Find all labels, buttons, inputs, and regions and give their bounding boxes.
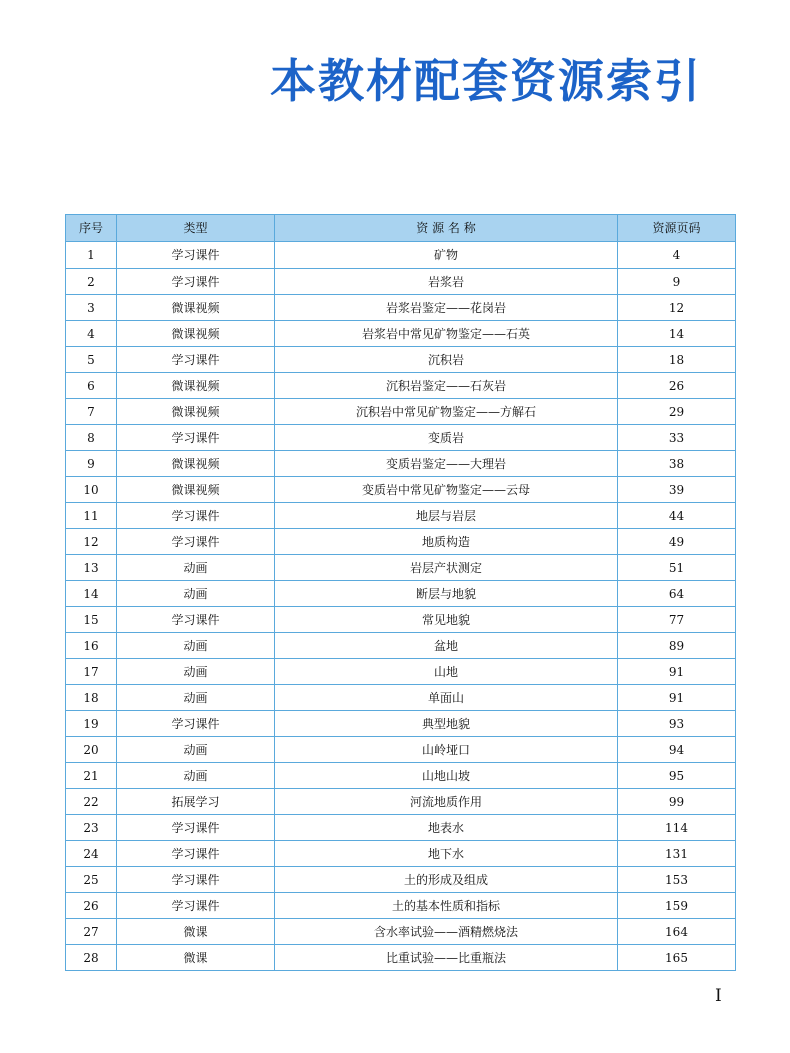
table-row xyxy=(66,789,736,815)
cell-no: 1 xyxy=(66,242,117,269)
table-row xyxy=(66,581,736,607)
cell-type: 微课视频 xyxy=(117,477,275,503)
cell-name: 变质岩中常见矿物鉴定——云母 xyxy=(275,477,618,503)
table-row xyxy=(66,347,736,373)
table-row xyxy=(66,893,736,919)
cell-no: 5 xyxy=(66,347,117,373)
cell-page: 91 xyxy=(618,685,736,711)
cell-page: 153 xyxy=(618,867,736,893)
cell-type: 微课视频 xyxy=(117,295,275,321)
page-number: I xyxy=(715,986,722,1006)
table-row xyxy=(66,242,736,269)
cell-page: 51 xyxy=(618,555,736,581)
cell-page: 39 xyxy=(618,477,736,503)
table-row xyxy=(66,867,736,893)
cell-page: 18 xyxy=(618,347,736,373)
cell-type: 学习课件 xyxy=(117,347,275,373)
cell-no: 23 xyxy=(66,815,117,841)
cell-page: 44 xyxy=(618,503,736,529)
cell-page: 159 xyxy=(618,893,736,919)
cell-name: 地表水 xyxy=(275,815,618,841)
cell-name: 比重试验——比重瓶法 xyxy=(275,945,618,971)
cell-page: 131 xyxy=(618,841,736,867)
cell-name: 河流地质作用 xyxy=(275,789,618,815)
cell-no: 28 xyxy=(66,945,117,971)
cell-type: 学习课件 xyxy=(117,529,275,555)
cell-type: 学习课件 xyxy=(117,503,275,529)
table-row xyxy=(66,737,736,763)
cell-page: 94 xyxy=(618,737,736,763)
cell-no: 22 xyxy=(66,789,117,815)
table-row xyxy=(66,633,736,659)
cell-page: 164 xyxy=(618,919,736,945)
cell-no: 13 xyxy=(66,555,117,581)
cell-name: 矿物 xyxy=(275,242,618,269)
cell-page: 14 xyxy=(618,321,736,347)
page-title: 本教材配套资源索引 xyxy=(270,54,702,108)
table-row xyxy=(66,451,736,477)
cell-no: 25 xyxy=(66,867,117,893)
cell-type: 动画 xyxy=(117,555,275,581)
cell-name: 山地 xyxy=(275,659,618,685)
cell-type: 动画 xyxy=(117,633,275,659)
resource-index-table xyxy=(65,214,736,971)
cell-no: 2 xyxy=(66,269,117,295)
table-row xyxy=(66,321,736,347)
cell-no: 24 xyxy=(66,841,117,867)
table-header-row xyxy=(66,215,736,242)
cell-no: 21 xyxy=(66,763,117,789)
cell-type: 动画 xyxy=(117,737,275,763)
cell-page: 77 xyxy=(618,607,736,633)
header-page: 资源页码 xyxy=(618,215,736,242)
table-row xyxy=(66,711,736,737)
cell-page: 26 xyxy=(618,373,736,399)
cell-no: 6 xyxy=(66,373,117,399)
table-row xyxy=(66,945,736,971)
cell-no: 12 xyxy=(66,529,117,555)
cell-name: 常见地貌 xyxy=(275,607,618,633)
table-row xyxy=(66,269,736,295)
cell-page: 95 xyxy=(618,763,736,789)
cell-name: 岩浆岩 xyxy=(275,269,618,295)
cell-name: 含水率试验——酒精燃烧法 xyxy=(275,919,618,945)
cell-no: 26 xyxy=(66,893,117,919)
cell-page: 12 xyxy=(618,295,736,321)
cell-page: 165 xyxy=(618,945,736,971)
table-row xyxy=(66,503,736,529)
cell-no: 19 xyxy=(66,711,117,737)
cell-no: 16 xyxy=(66,633,117,659)
table-row xyxy=(66,763,736,789)
cell-name: 岩层产状测定 xyxy=(275,555,618,581)
cell-page: 114 xyxy=(618,815,736,841)
table-row xyxy=(66,477,736,503)
cell-type: 学习课件 xyxy=(117,711,275,737)
cell-page: 4 xyxy=(618,242,736,269)
cell-type: 学习课件 xyxy=(117,242,275,269)
table-row xyxy=(66,607,736,633)
cell-type: 微课 xyxy=(117,945,275,971)
cell-no: 10 xyxy=(66,477,117,503)
cell-name: 变质岩 xyxy=(275,425,618,451)
cell-page: 33 xyxy=(618,425,736,451)
table-row xyxy=(66,841,736,867)
cell-name: 山地山坡 xyxy=(275,763,618,789)
cell-no: 8 xyxy=(66,425,117,451)
cell-type: 动画 xyxy=(117,659,275,685)
cell-type: 拓展学习 xyxy=(117,789,275,815)
cell-type: 动画 xyxy=(117,581,275,607)
table-row xyxy=(66,425,736,451)
cell-type: 学习课件 xyxy=(117,867,275,893)
cell-type: 学习课件 xyxy=(117,841,275,867)
cell-name: 岩浆岩中常见矿物鉴定——石英 xyxy=(275,321,618,347)
cell-no: 17 xyxy=(66,659,117,685)
table-row xyxy=(66,815,736,841)
cell-page: 93 xyxy=(618,711,736,737)
table-row xyxy=(66,399,736,425)
cell-type: 学习课件 xyxy=(117,893,275,919)
cell-type: 学习课件 xyxy=(117,815,275,841)
cell-type: 微课 xyxy=(117,919,275,945)
cell-no: 9 xyxy=(66,451,117,477)
table-row xyxy=(66,685,736,711)
cell-name: 地层与岩层 xyxy=(275,503,618,529)
cell-page: 29 xyxy=(618,399,736,425)
cell-type: 动画 xyxy=(117,763,275,789)
cell-type: 学习课件 xyxy=(117,607,275,633)
cell-page: 64 xyxy=(618,581,736,607)
cell-page: 99 xyxy=(618,789,736,815)
cell-no: 27 xyxy=(66,919,117,945)
table-row xyxy=(66,919,736,945)
cell-no: 11 xyxy=(66,503,117,529)
cell-no: 18 xyxy=(66,685,117,711)
cell-name: 典型地貌 xyxy=(275,711,618,737)
table-row xyxy=(66,529,736,555)
cell-name: 沉积岩中常见矿物鉴定——方解石 xyxy=(275,399,618,425)
cell-page: 9 xyxy=(618,269,736,295)
cell-name: 沉积岩 xyxy=(275,347,618,373)
table-body xyxy=(66,242,736,971)
cell-name: 土的形成及组成 xyxy=(275,867,618,893)
cell-no: 14 xyxy=(66,581,117,607)
cell-name: 地下水 xyxy=(275,841,618,867)
cell-name: 土的基本性质和指标 xyxy=(275,893,618,919)
cell-type: 微课视频 xyxy=(117,373,275,399)
table-row xyxy=(66,659,736,685)
header-no: 序号 xyxy=(66,215,117,242)
cell-name: 单面山 xyxy=(275,685,618,711)
cell-type: 学习课件 xyxy=(117,425,275,451)
cell-name: 岩浆岩鉴定——花岗岩 xyxy=(275,295,618,321)
cell-type: 微课视频 xyxy=(117,451,275,477)
cell-type: 动画 xyxy=(117,685,275,711)
cell-no: 7 xyxy=(66,399,117,425)
header-name: 资 源 名 称 xyxy=(275,215,618,242)
cell-page: 49 xyxy=(618,529,736,555)
cell-no: 20 xyxy=(66,737,117,763)
cell-page: 38 xyxy=(618,451,736,477)
cell-name: 沉积岩鉴定——石灰岩 xyxy=(275,373,618,399)
cell-type: 学习课件 xyxy=(117,269,275,295)
cell-page: 89 xyxy=(618,633,736,659)
cell-no: 4 xyxy=(66,321,117,347)
cell-name: 断层与地貌 xyxy=(275,581,618,607)
cell-no: 15 xyxy=(66,607,117,633)
cell-name: 变质岩鉴定——大理岩 xyxy=(275,451,618,477)
table-row xyxy=(66,555,736,581)
cell-name: 地质构造 xyxy=(275,529,618,555)
cell-page: 91 xyxy=(618,659,736,685)
cell-type: 微课视频 xyxy=(117,321,275,347)
cell-name: 山岭垭口 xyxy=(275,737,618,763)
table-row xyxy=(66,373,736,399)
cell-name: 盆地 xyxy=(275,633,618,659)
table-row xyxy=(66,295,736,321)
header-type: 类型 xyxy=(117,215,275,242)
cell-type: 微课视频 xyxy=(117,399,275,425)
cell-no: 3 xyxy=(66,295,117,321)
